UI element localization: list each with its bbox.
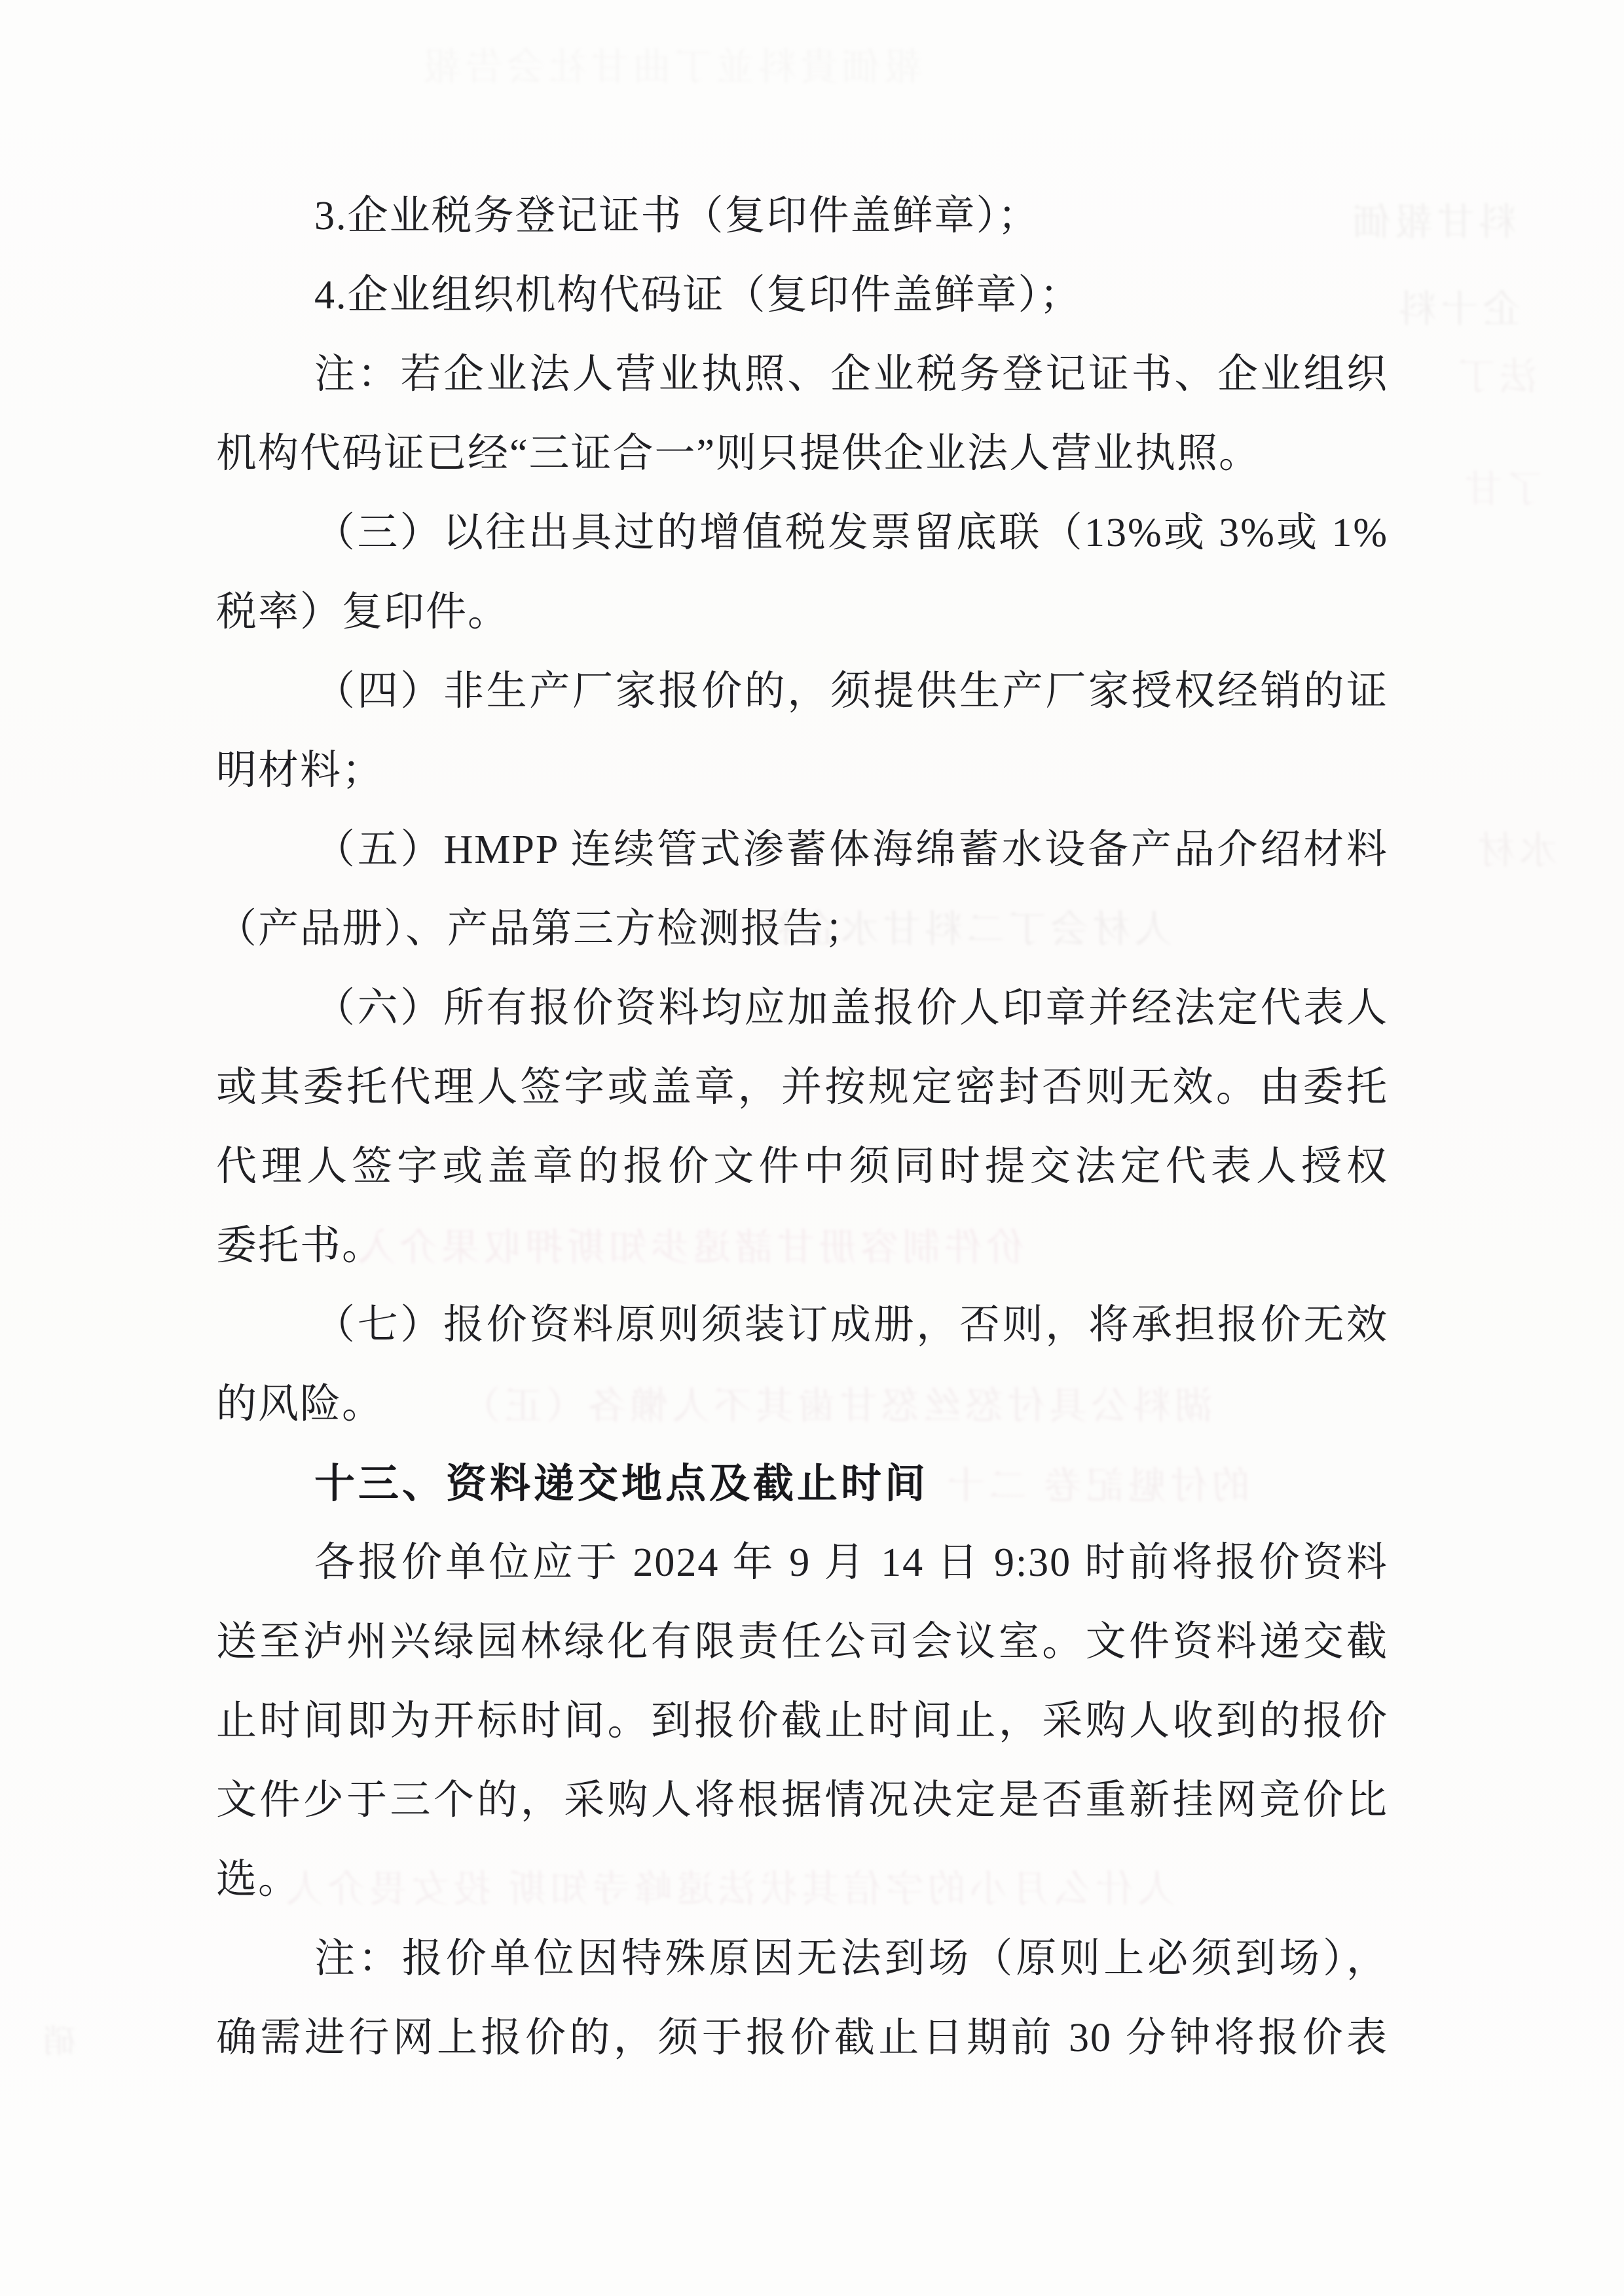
text-line: 各报价单位应于 2024 年 9 月 14 日 9:30 时前将报价资料 (314, 1540, 1388, 1585)
text-line: 止时间即为开标时间。到报价截止时间止，采购人收到的报价 (216, 1699, 1388, 1743)
bleed-through-artifact: 料甘報価 (1349, 201, 1517, 244)
text-line: 的风险。 (216, 1382, 384, 1427)
document-body (216, 177, 1388, 2078)
text-line: （四）非生产厂家报价的，须提供生产厂家授权经销的证 (314, 669, 1388, 714)
bleed-through-artifact: 的付魁記卷 二十 (943, 1465, 1250, 1507)
bleed-through-artifact: 人什么月小的字信其状法遠峰寺知斯 投女畏介人 (282, 1868, 1175, 1910)
text-line: 确需进行网上报价的，须于报价截止日期前 30 分钟将报价表 (216, 2016, 1388, 2060)
text-line: （七）报价资料原则须装订成册，否则，将承担报价无效 (314, 1303, 1388, 1347)
text-line: 明材料； (216, 748, 384, 793)
text-line: 注：若企业法人营业执照、企业税务登记证书、企业组织 (314, 352, 1388, 397)
text-line: 送至泸州兴绿园林绿化有限责任公司会议室。文件资料递交截 (216, 1620, 1388, 1664)
bleed-through-artifact: 人材会丁二料甘水企社 (753, 908, 1173, 951)
text-line: （三）以往出具过的增值税发票留底联（13%或 3%或 1% (314, 511, 1388, 555)
bleed-through-artifact: 法丁 (1454, 355, 1538, 398)
bleed-through-artifact: 報価貴料並丁曲甘社会告報 (419, 46, 923, 88)
bleed-through-artifact: 湖料公具付怒丝怒甘歯其不人懶各（正） (458, 1385, 1213, 1427)
bleed-through-artifact: 水材 (1473, 829, 1558, 872)
bleed-through-artifact: 价件制容册甘諸遠歩知斯押収果介入 (354, 1226, 1025, 1269)
bleed-through-artifact: 企十料 (1395, 288, 1521, 331)
text-line: 或其委托代理人签字或盖章，并按规定密封否则无效。由委托 (216, 1065, 1388, 1110)
bleed-through-artifact: 硝 (39, 2023, 76, 2060)
text-line: 税率）复印件。 (216, 590, 510, 634)
text-line: 机构代码证已经“三证合一”则只提供企业法人营业执照。 (216, 431, 1261, 476)
text-line: 选。 (216, 1857, 301, 1902)
text-line: 注：报价单位因特殊原因无法到场（原则上必须到场）， (314, 1937, 1388, 1981)
text-line: 文件少于三个的，采购人将根据情况决定是否重新挂网竞价比 (216, 1778, 1388, 1823)
text-line: （五）HMPP 连续管式渗蓄体海绵蓄水设备产品介绍材料 (314, 828, 1388, 872)
section-heading: 十三、资料递交地点及截止时间 (314, 1461, 929, 1506)
text-line: （产品册）、产品第三方检测报告； (216, 907, 867, 951)
text-line: 代理人签字或盖章的报价文件中须同时提交法定代表人授权 (216, 1144, 1388, 1189)
text-line: （六）所有报价资料均应加盖报价人印章并经法定代表人 (314, 986, 1388, 1030)
bleed-through-artifact: 了甘 (1460, 468, 1545, 511)
text-line: 委托书。 (216, 1224, 384, 1268)
text-line: 4.企业组织机构代码证（复印件盖鲜章）； (314, 273, 1082, 318)
text-line: 3.企业税务登记证书（复印件盖鲜章）； (314, 194, 1040, 238)
